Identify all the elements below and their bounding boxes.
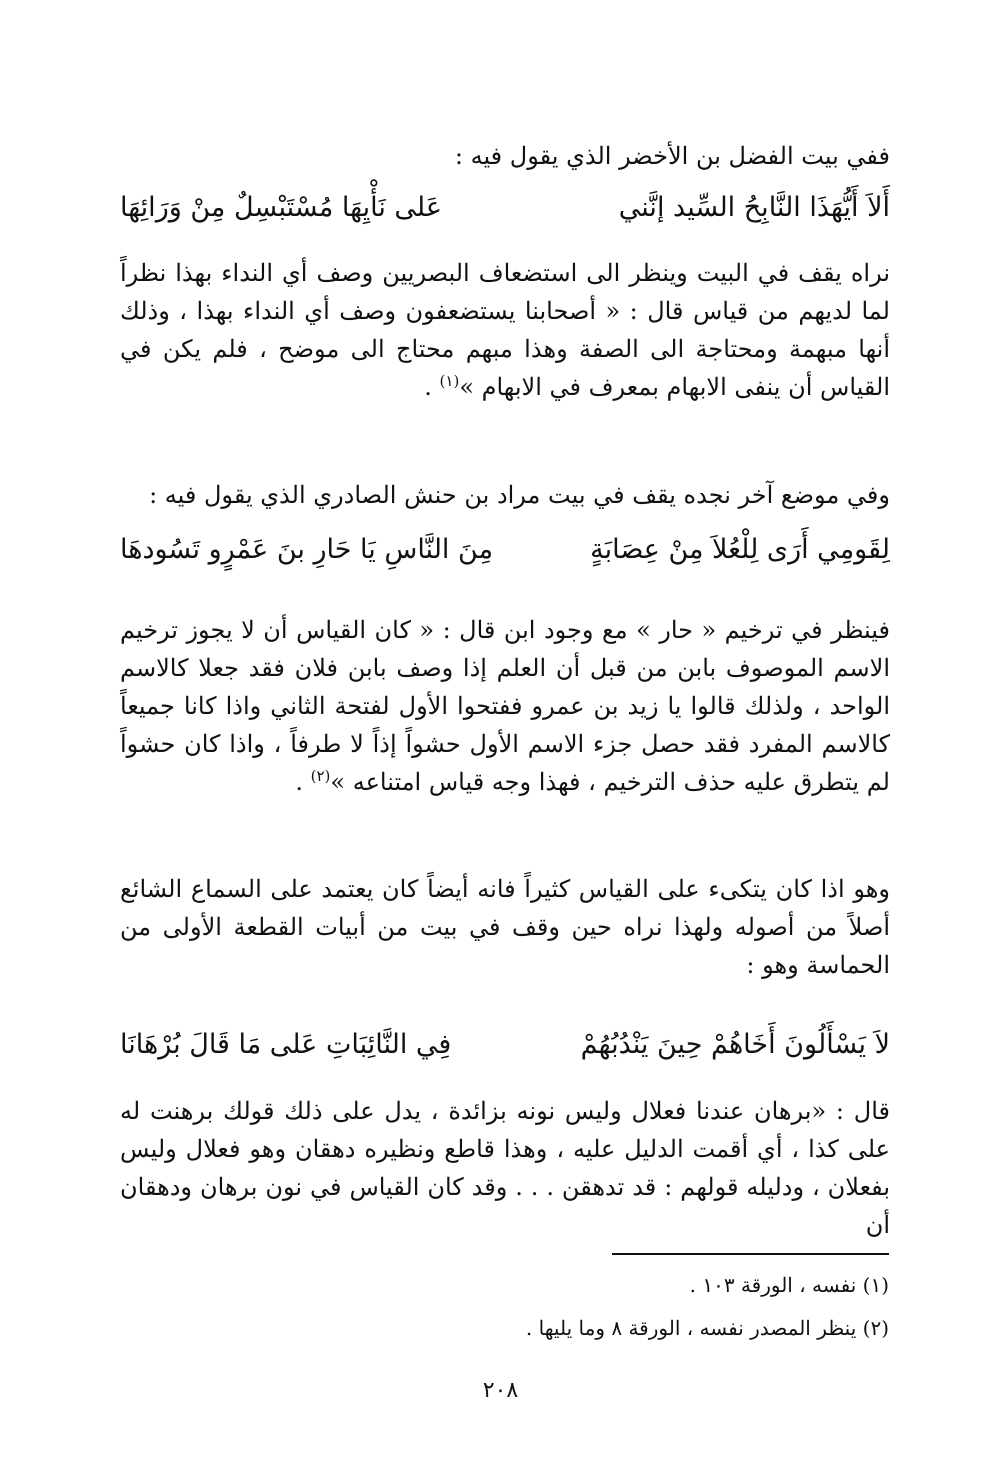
footnote-1 <box>690 1270 889 1300</box>
footnote-ref-2: (٢) <box>310 767 331 785</box>
footnote-ref-1: (١) <box>439 372 460 390</box>
paragraph-2 <box>120 254 890 406</box>
paragraph-intro-1: ففي بيت الفضل بن الأخضر الذي يقول فيه : <box>454 142 890 170</box>
paragraph-2-end: . <box>424 373 440 401</box>
footnote-1-text: نفسه ، الورقة ١٠٣ . <box>689 1273 857 1297</box>
paragraph-2-text: نراه يقف في البيت وينظر الى استضعاف البصريين وصف أي النداء بهذا نظراً لما لديهم من قياس قال : « أصحابنا يستضعفون وصف أي النداء بهذا ، وذلك أنها مبهمة ومحتاجة الى الصفة وهذا مبهم محتاج الى موضح ، فلم يكن في القياس أن ينفى الابهام بمعرف في الابهام » <box>120 259 890 401</box>
verse-3-first-hemistich: لاَ يَسْأَلُونَ أَخَاهُمْ حِينَ يَنْدُبُهُمْ <box>580 1029 890 1060</box>
footnote-2-number: (٢) <box>862 1316 889 1340</box>
footnote-2 <box>526 1313 889 1343</box>
verse-2 <box>120 528 890 572</box>
page-number: ٢٠٨ <box>482 1378 519 1403</box>
paragraph-intro-3: وفي موضع آخر نجده يقف في بيت مراد بن حنش الصادري الذي يقول فيه : <box>149 481 890 509</box>
footnote-divider <box>612 1253 889 1255</box>
verse-1 <box>120 186 890 230</box>
paragraph-5: وهو اذا كان يتكىء على القياس كثيراً فانه أيضاً كان يعتمد على السماع الشائع أصلاً من أصوله ولهذا نراه حين وقف في بيت من أبيات القطعة الأولى من الحماسة وهو : <box>120 875 890 979</box>
verse-2-second-hemistich: مِنَ النَّاسِ يَا حَارِ بنَ عَمْرٍو تَسُودهَا <box>120 534 494 565</box>
paragraph-4-text: فينظر في ترخيم « حار » مع وجود ابن قال : « كان القياس أن لا يجوز ترخيم الاسم الموصوف بابن من قبل أن العلم إذا وصف بابن فلان فقد جعلا كالاسم الواحد ، ولذلك قالوا يا زيد بن عمرو ففتحوا الأول لفتحة الثاني واذا كانا جميعاً كالاسم المفرد فقد حصل جزء الاسم الأول حشواً إذاً لا طرفاً ، واذا كان حشواً لم يتطرق عليه حذف الترخيم ، فهذا وجه قياس امتناعه » <box>120 616 891 796</box>
footnote-1-number: (١) <box>862 1273 889 1297</box>
verse-3-second-hemistich: فِي النَّائِبَاتِ عَلى مَا قَالَ بُرْهَانَا <box>120 1029 452 1060</box>
paragraph-6: قال : «برهان عندنا فعلال وليس نونه بزائدة ، يدل على ذلك قولك برهنت له على كذا ، أي أقمت الدليل عليه ، وهذا قاطع ونظيره دهقان وهو فعلال وليس بفعلان ، ودليله قولهم : قد تدهقن . . . وقد كان القياس في نون برهان ودهقان أن <box>120 1097 890 1239</box>
paragraph-4 <box>120 611 890 801</box>
verse-2-first-hemistich: لِقَومِي أَرَى لِلْعُلاَ مِنْ عِصَابَةٍ <box>590 534 890 565</box>
paragraph-4-end: . <box>295 768 311 796</box>
verse-1-second-hemistich: عَلى نَأْيِهَا مُسْتَبْسِلٌ مِنْ وَرَائِهَا <box>120 192 442 223</box>
verse-3 <box>120 1023 890 1067</box>
verse-1-first-hemistich: أَلاَ أَيُّهَذَا النَّابِحُ السِّيد إنَّني <box>618 192 890 223</box>
footnote-2-text: ينظر المصدر نفسه ، الورقة ٨ وما يليها . <box>525 1316 857 1340</box>
